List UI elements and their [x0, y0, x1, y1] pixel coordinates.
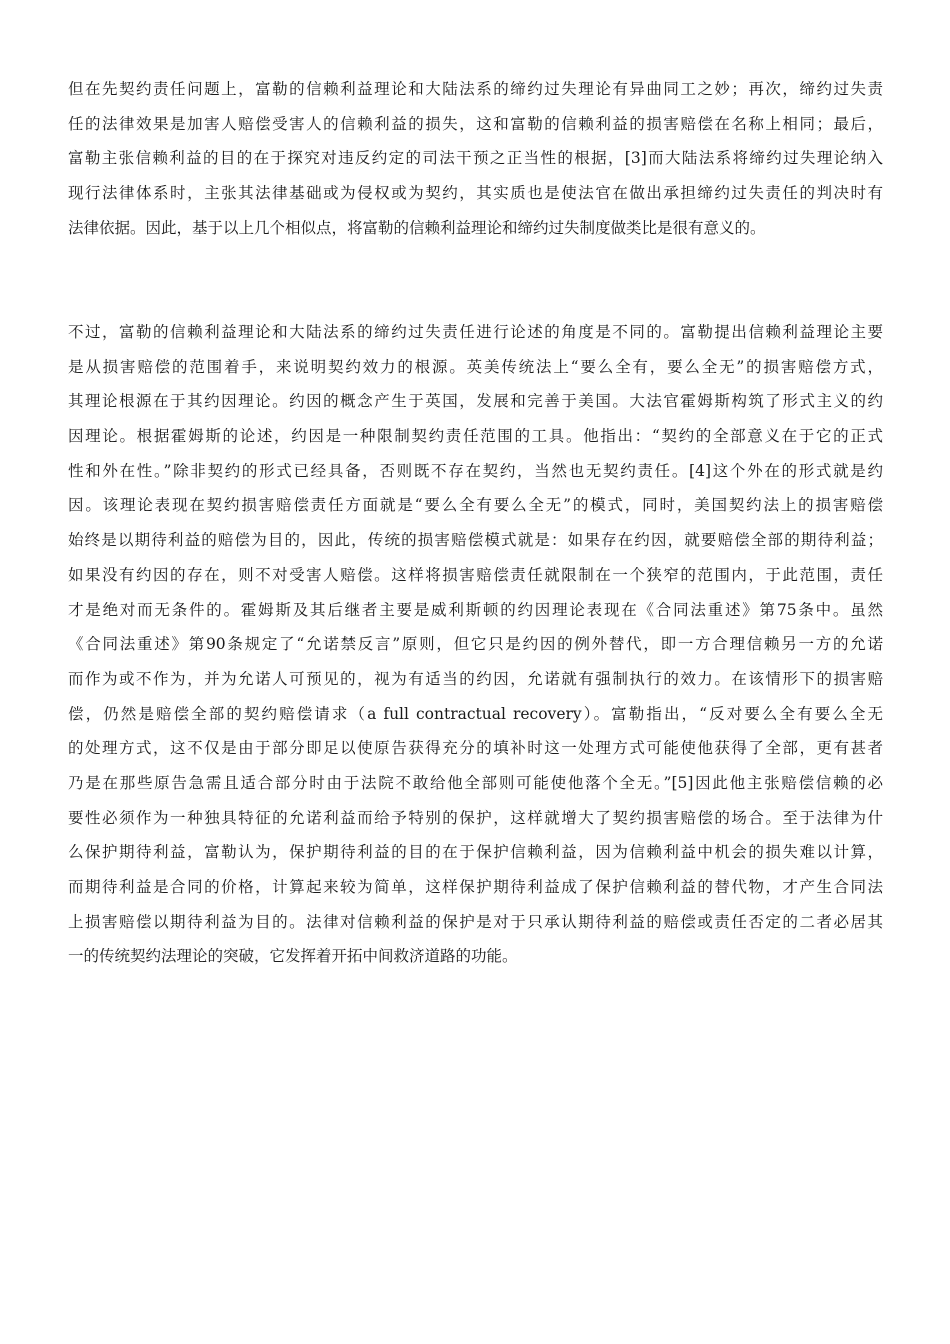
paragraph-line: 偿，仍然是赔偿全部的契约赔偿请求（a full contractual recovery）。富勒指出，“反对要么全有要么全无 [68, 704, 883, 723]
paragraph-line: 富勒主张信赖利益的目的在于探究对违反约定的司法干预之正当性的根据，[3]而大陆法系将缔约过失理论纳入 [68, 149, 883, 168]
paragraph-line: 性和外在性。”除非契约的形式已经具备，否则既不存在契约，当然也无契约责任。[4]这个外在的形式就是约 [68, 461, 883, 480]
paragraph-line: 而作为或不作为，并为允诺人可预见的，视为有适当的约因，允诺就有强制执行的效力。在该情形下的损害赔 [68, 669, 883, 688]
paragraph-line: 法律依据。因此，基于以上几个相似点，将富勒的信赖利益理论和缔约过失制度做类比是很有意义的。 [68, 218, 766, 237]
paragraph-line: 任的法律效果是加害人赔偿受害人的信赖利益的损失，这和富勒的信赖利益的损害赔偿在名称上相同；最后， [68, 114, 883, 133]
paragraph-line: 乃是在那些原告急需且适合部分时由于法院不敢给他全部则可能使他落个全无。”[5]因此他主张赔偿信赖的必 [68, 773, 883, 792]
paragraph-line: 一的传统契约法理论的突破，它发挥着开拓中间救济道路的功能。 [68, 947, 518, 966]
paragraph-line: 因。该理论表现在契约损害赔偿责任方面就是“要么全有要么全无”的模式，同时，美国契约法上的损害赔偿 [68, 496, 883, 515]
paragraph-line: 么保护期待利益，富勒认为，保护期待利益的目的在于保护信赖利益，因为信赖利益中机会的损失难以计算， [68, 843, 883, 862]
paragraph-line: 始终是以期待利益的赔偿为目的，因此，传统的损害赔偿模式就是：如果存在约因，就要赔偿全部的期待利益； [68, 531, 883, 550]
paragraph-line: 而期待利益是合同的价格，计算起来较为简单，这样保护期待利益成了保护信赖利益的替代物，才产生合同法 [68, 878, 883, 896]
paragraph-line: 《合同法重述》第90条规定了“允诺禁反言”原则，但它只是约因的例外替代，即一方合理信赖另一方的允诺 [68, 635, 883, 654]
paragraph-line: 要性必须作为一种独具特征的允诺利益而给予特别的保护，这样就增大了契约损害赔偿的场合。至于法律为什 [68, 808, 883, 827]
paragraph-line: 因理论。根据霍姆斯的论述，约因是一种限制契约责任范围的工具。他指出：“契约的全部意义在于它的正式 [68, 427, 883, 446]
paragraph-line: 的处理方式，这不仅是由于部分即足以使原告获得充分的填补时这一处理方式可能使他获得了全部，更有甚者 [68, 739, 883, 758]
paragraph-line: 才是绝对而无条件的。霍姆斯及其后继者主要是威利斯顿的约因理论表现在《合同法重述》第75条中。虽然 [68, 600, 883, 619]
paragraph-line: 但在先契约责任问题上，富勒的信赖利益理论和大陆法系的缔约过失理论有异曲同工之妙；再次，缔约过失责 [68, 80, 883, 98]
paragraph-line: 其理论根源在于其约因理论。约因的概念产生于英国，发展和完善于美国。大法官霍姆斯构筑了形式主义的约 [68, 392, 883, 411]
paragraph-2 [68, 315, 883, 974]
paragraph-line: 上损害赔偿以期待利益为目的。法律对信赖利益的保护是对于只承认期待利益的赔偿或责任否定的二者必居其 [68, 912, 883, 931]
paragraph-line: 是从损害赔偿的范围着手，来说明契约效力的根源。英美传统法上“要么全有，要么全无”的损害赔偿方式， [68, 357, 883, 376]
paragraph-line: 如果没有约因的存在，则不对受害人赔偿。这样将损害赔偿责任就限制在一个狭窄的范围内，于此范围，责任 [68, 565, 883, 584]
paragraph-line: 现行法律体系时，主张其法律基础或为侵权或为契约，其实质也是使法官在做出承担缔约过失责任的判决时有 [68, 184, 883, 203]
paragraph-line: 不过，富勒的信赖利益理论和大陆法系的缔约过失责任进行论述的角度是不同的。富勒提出信赖利益理论主要 [68, 323, 883, 341]
paragraph-1 [68, 72, 883, 245]
